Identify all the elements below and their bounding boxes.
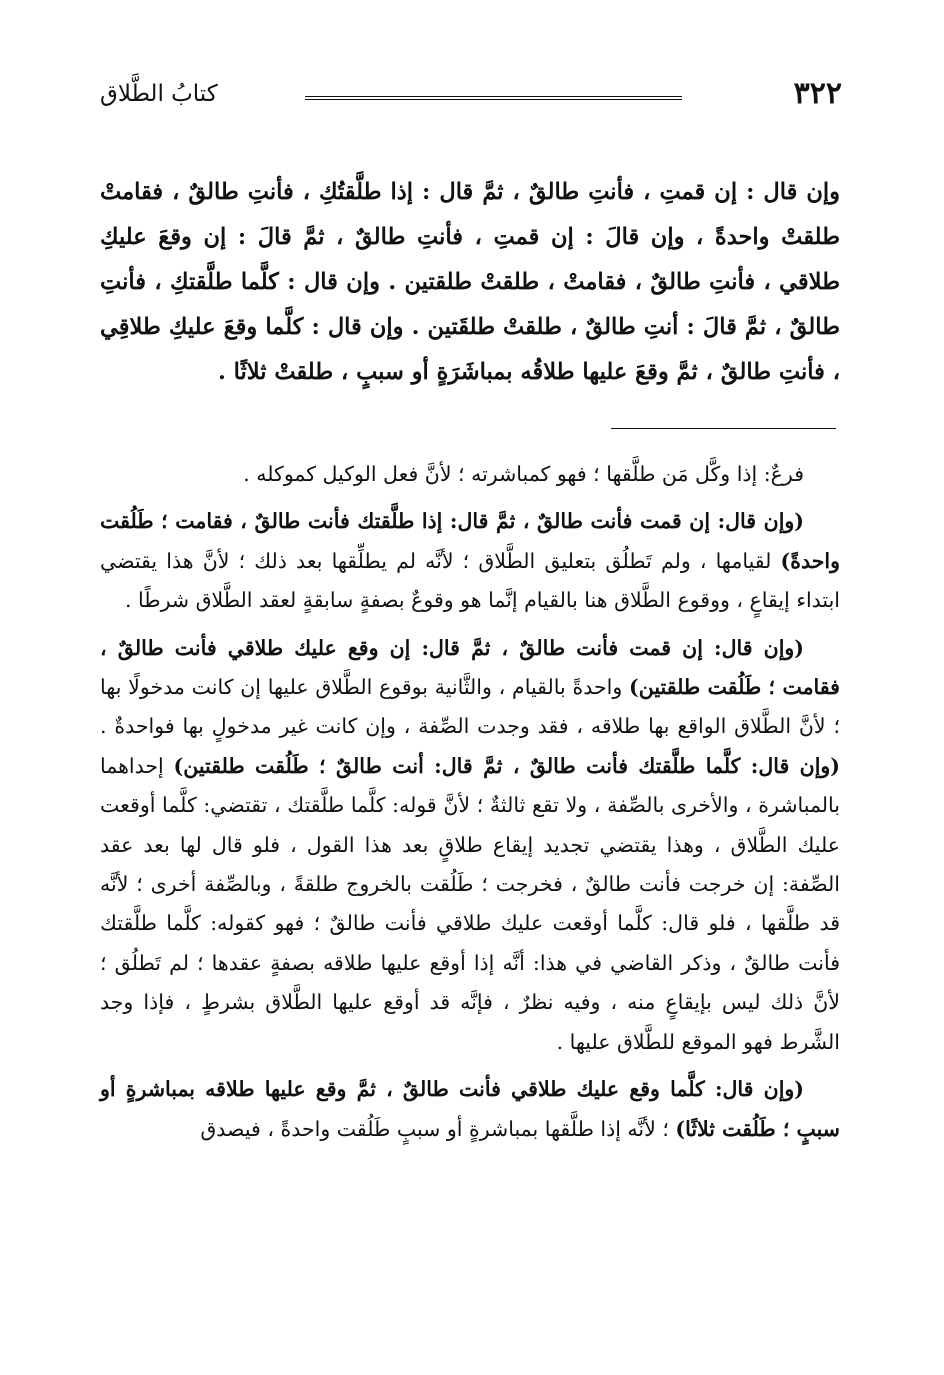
commentary-paragraph-1 <box>100 455 840 494</box>
quoted-matn: (وإن قال: كلَّما طلَّقتك فأنت طالقٌ ، ثمَّ قال: أنت طالقٌ ؛ طَلُقت طلقتين) <box>173 753 841 778</box>
commentary <box>100 455 840 1157</box>
commentary-paragraph-3 <box>100 629 840 1062</box>
book-title: كتابُ الطَّلاق <box>100 81 218 107</box>
header-rule <box>305 96 682 100</box>
page-number: ٣٢٢ <box>793 76 842 111</box>
commentary-paragraph-2 <box>100 502 840 620</box>
commentary-text: واحدةً بالقيام ، والثَّانية بوقوع الطَّلاق عليها إن كانت مدخولًا بها ؛ لأنَّ الطَّلاق الواقع بها طلاقه ، فقد وجدت الصِّفة ، وإن كانت غير مدخولٍ بها فواحدةٌ . <box>100 675 840 739</box>
commentary-paragraph-4 <box>100 1070 840 1149</box>
quoted-matn: (وإن قال: إن قمت فأنت طالقٌ ، ثمَّ قال: إن وقع عليك طلاقي فأنت طالقٌ ، فقامت ؛ طَلُقت طلقتين) <box>100 635 840 700</box>
quoted-matn: (وإن قال: إن قمت فأنت طالقٌ ، ثمَّ قال: إذا طلَّقتك فأنت طالقٌ ، فقامت ؛ طَلُقت واحدةً) <box>100 509 840 573</box>
footnote-divider <box>611 428 836 429</box>
main-text: وإن قال : إن قمتِ ، فأنتِ طالقٌ ، ثمَّ قال : إذا طلَّقتُكِ ، فأنتِ طالقٌ ، فقامتْ طلقتْ واحدةً ، وإن قالَ : إن قمتِ ، فأنتِ طالقٌ ، ثمَّ قالَ : إن وقعَ عليكِ طلاقي ، فأنتِ طالقٌ ، فقامتْ ، طلقتْ طلقتين . وإن قال : كلَّما طلَّقتكِ ، فأنتِ طالقٌ ، ثمَّ قالَ : أنتِ طالقٌ ، طلقتْ طلقَتين . وإن قال : كلَّما وقعَ عليكِ طلاقِي ، فأنتِ طالقٌ ، ثمَّ وقعَ عليها طلاقُه بمباشَرَةٍ أو سببٍ ، طلقتْ ثلاثًا . <box>100 179 840 385</box>
commentary-text: ؛ لأنَّه إذا طلَّقها بمباشرةٍ أو سببٍ طَلُقت واحدةً ، فيصدق <box>200 1116 676 1141</box>
commentary-text: إحداهما بالمباشرة ، والأخرى بالصِّفة ، ولا تقع ثالثةٌ ؛ لأنَّ قوله: كلَّما طلَّقتك ، تقتضي: كلَّما أوقعت عليك الطَّلاق ، وهذا يقتضي تجديد إيقاع طلاقٍ بعد هذا القول ، فلو قال لها بعد عقد الصِّفة: إن خرجت فأنت طالقٌ ، فخرجت ؛ طَلُقت بالخروج طلقةً ، وبالصِّفة أخرى ؛ لأنَّه قد طلَّقها ، فلو قال: كلَّما أوقعت عليك طلاقي فأنت طالقٌ ؛ فهو كقوله: كلَّما طلَّقتك فأنت طالقٌ ، وذكر القاضي في هذا: أنَّه إذا أوقع عليها طلاقه بصفةٍ عقدها ؛ لم تَطلُق ؛ لأنَّ ذلك ليس بإيقاعٍ منه ، وفيه نظرٌ ، فإنَّه قد أوقع عليها الطَّلاق بشرطٍ ، فإذا وجد الشَّرط فهو الموقع للطَّلاق عليها . <box>100 753 840 1054</box>
quoted-matn: (وإن قال: كلَّما وقع عليك طلاقي فأنت طالقٌ ، ثمَّ وقع عليها طلاقه بمباشرةٍ أو سببٍ ؛ طَلُقت ثلاثًا) <box>100 1077 840 1141</box>
commentary-text: لقيامها ، ولم تَطلُق بتعليق الطَّلاق ؛ لأنَّه لم يطلِّقها بعد ذلك ؛ لأنَّ هذا يقتضي ابتداء إيقاعٍ ، ووقوع الطَّلاق هنا بالقيام إنَّما هو وقوعٌ بصفةٍ سابقةٍ لعقد الطَّلاق شرطًا . <box>100 548 840 613</box>
page-header <box>100 74 842 118</box>
commentary-text: فرعٌ: إذا وكَّل مَن طلَّقها ؛ فهو كمباشرته ؛ لأنَّ فعل الوكيل كموكله . <box>243 462 804 486</box>
